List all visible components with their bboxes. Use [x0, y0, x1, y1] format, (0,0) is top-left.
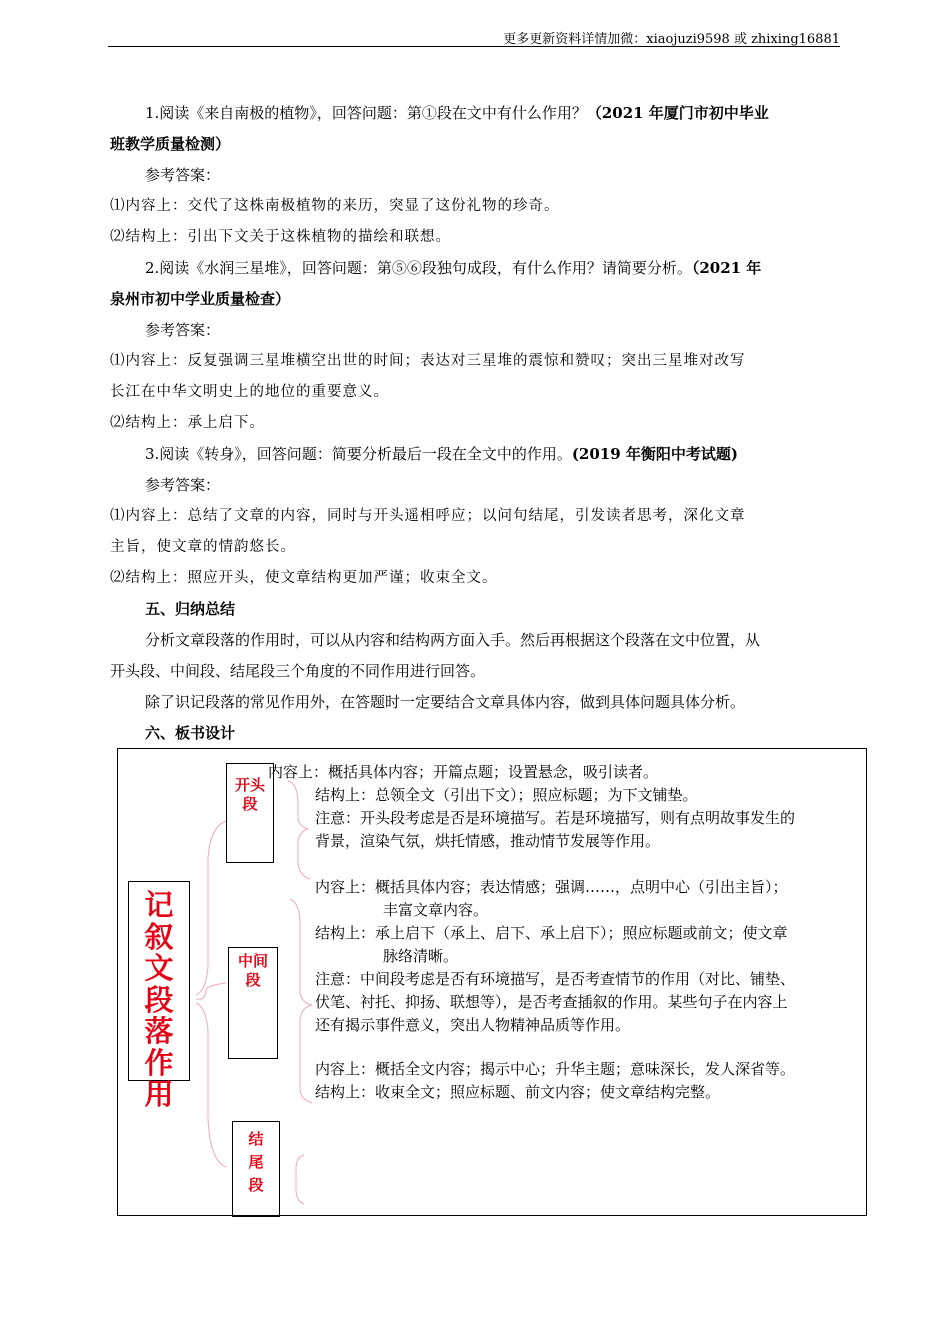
header-rule: [108, 46, 840, 47]
ending-notes: 内容上：概括全文内容；揭示中心；升华主题；意味深长，发人深省等。 结构上：收束全文；照应标题、前文内容；使文章结构完整。: [315, 1060, 796, 1101]
answer-line: ⑵结构上：引出下文关于这株植物的描绘和联想。: [110, 229, 451, 245]
summary-paragraph: 除了识记段落的常见作用外，在答题时一定要结合文章具体内容，做到具体问题具体分析。: [145, 693, 746, 711]
opening-notes: 内容上：概括具体内容；开篇点题；设置悬念，吸引读者。: [268, 763, 659, 781]
opening-paragraph-box: 开头 段: [226, 763, 274, 863]
q2-question: 2.阅读《水润三星堆》，回答问题：第⑤⑥段独句成段，有什么作用？请简要分析。（2021 年: [145, 259, 762, 277]
section5-title: 五、归纳总结: [145, 600, 236, 618]
opening-notes: 结构上：总领全文（引出下文）；照应标题；为下文铺垫。 注意：开头段考虑是否是环境描写。若是环境描写，则有点明故事发生的 背景，渲染气氛，烘托情感，推动情节发展等作用。: [315, 786, 796, 850]
section6-title: 六、板书设计: [145, 724, 236, 742]
middle-paragraph-box: 中间 段: [228, 947, 278, 1059]
q3-question: 3.阅读《转身》，回答问题：简要分析最后一段在全文中的作用。(2019 年衡阳中考试题): [145, 445, 738, 463]
ending-paragraph-box: 结 尾 段: [232, 1121, 280, 1217]
q2-source: 泉州市初中学业质量检查）: [110, 290, 291, 308]
answer-line: 长江在中华文明史上的地位的重要意义。: [110, 384, 389, 400]
summary-paragraph: 开头段、中间段、结尾段三个角度的不同作用进行回答。: [110, 662, 486, 680]
content: [110, 98, 842, 749]
answer-label: 参考答案：: [145, 476, 221, 494]
answer-line: ⑵结构上：照应开头，使文章结构更加严谨；收束全文。: [110, 570, 498, 586]
answer-line: ⑴内容上：反复强调三星堆横空出世的时间；表达对三星堆的震惊和赞叹；突出三星堆对改写: [110, 353, 746, 369]
answer-line: ⑴内容上：总结了文章的内容，同时与开头遥相呼应；以问句结尾，引发读者思考，深化文章: [110, 508, 746, 524]
answer-line: 主旨，使文章的情韵悠长。: [110, 539, 296, 555]
q1-source: 班教学质量检测）: [110, 135, 231, 153]
middle-notes: 内容上：概括具体内容；表达情感；强调……，点明中心（引出主旨）； 丰富文章内容。 结构上：承上启下（承上、启下、承上启下）；照应标题或前文；使文章 脉络清晰。 注意：中间段考虑是否有环境描写，是否考查情节的作用（对比、铺垫、 伏笔、衬托、抑扬、联想等），是否考查插叙的作用。某些句子在内容上 还有揭示事件意义，突出人物精神品质等作用。: [315, 878, 796, 1034]
board-design: [117, 748, 867, 1216]
main-title: 记 叙 文 段 落 作 用: [128, 881, 190, 1081]
header-text: 更多更新资料详情加微：xiaojuzi9598 或 zhixing16881: [503, 32, 840, 47]
answer-line: ⑴内容上：交代了这株南极植物的来历，突显了这份礼物的珍奇。: [110, 198, 560, 214]
summary-paragraph: 分析文章段落的作用时，可以从内容和结构两方面入手。然后再根据这个段落在文中位置，从: [145, 631, 761, 649]
answer-label: 参考答案：: [145, 166, 221, 184]
answer-label: 参考答案：: [145, 321, 221, 339]
q1-question: 1.阅读《来自南极的植物》，回答问题：第①段在文中有什么作用？（2021 年厦门市初中毕业: [145, 104, 769, 122]
answer-line: ⑵结构上：承上启下。: [110, 415, 265, 431]
